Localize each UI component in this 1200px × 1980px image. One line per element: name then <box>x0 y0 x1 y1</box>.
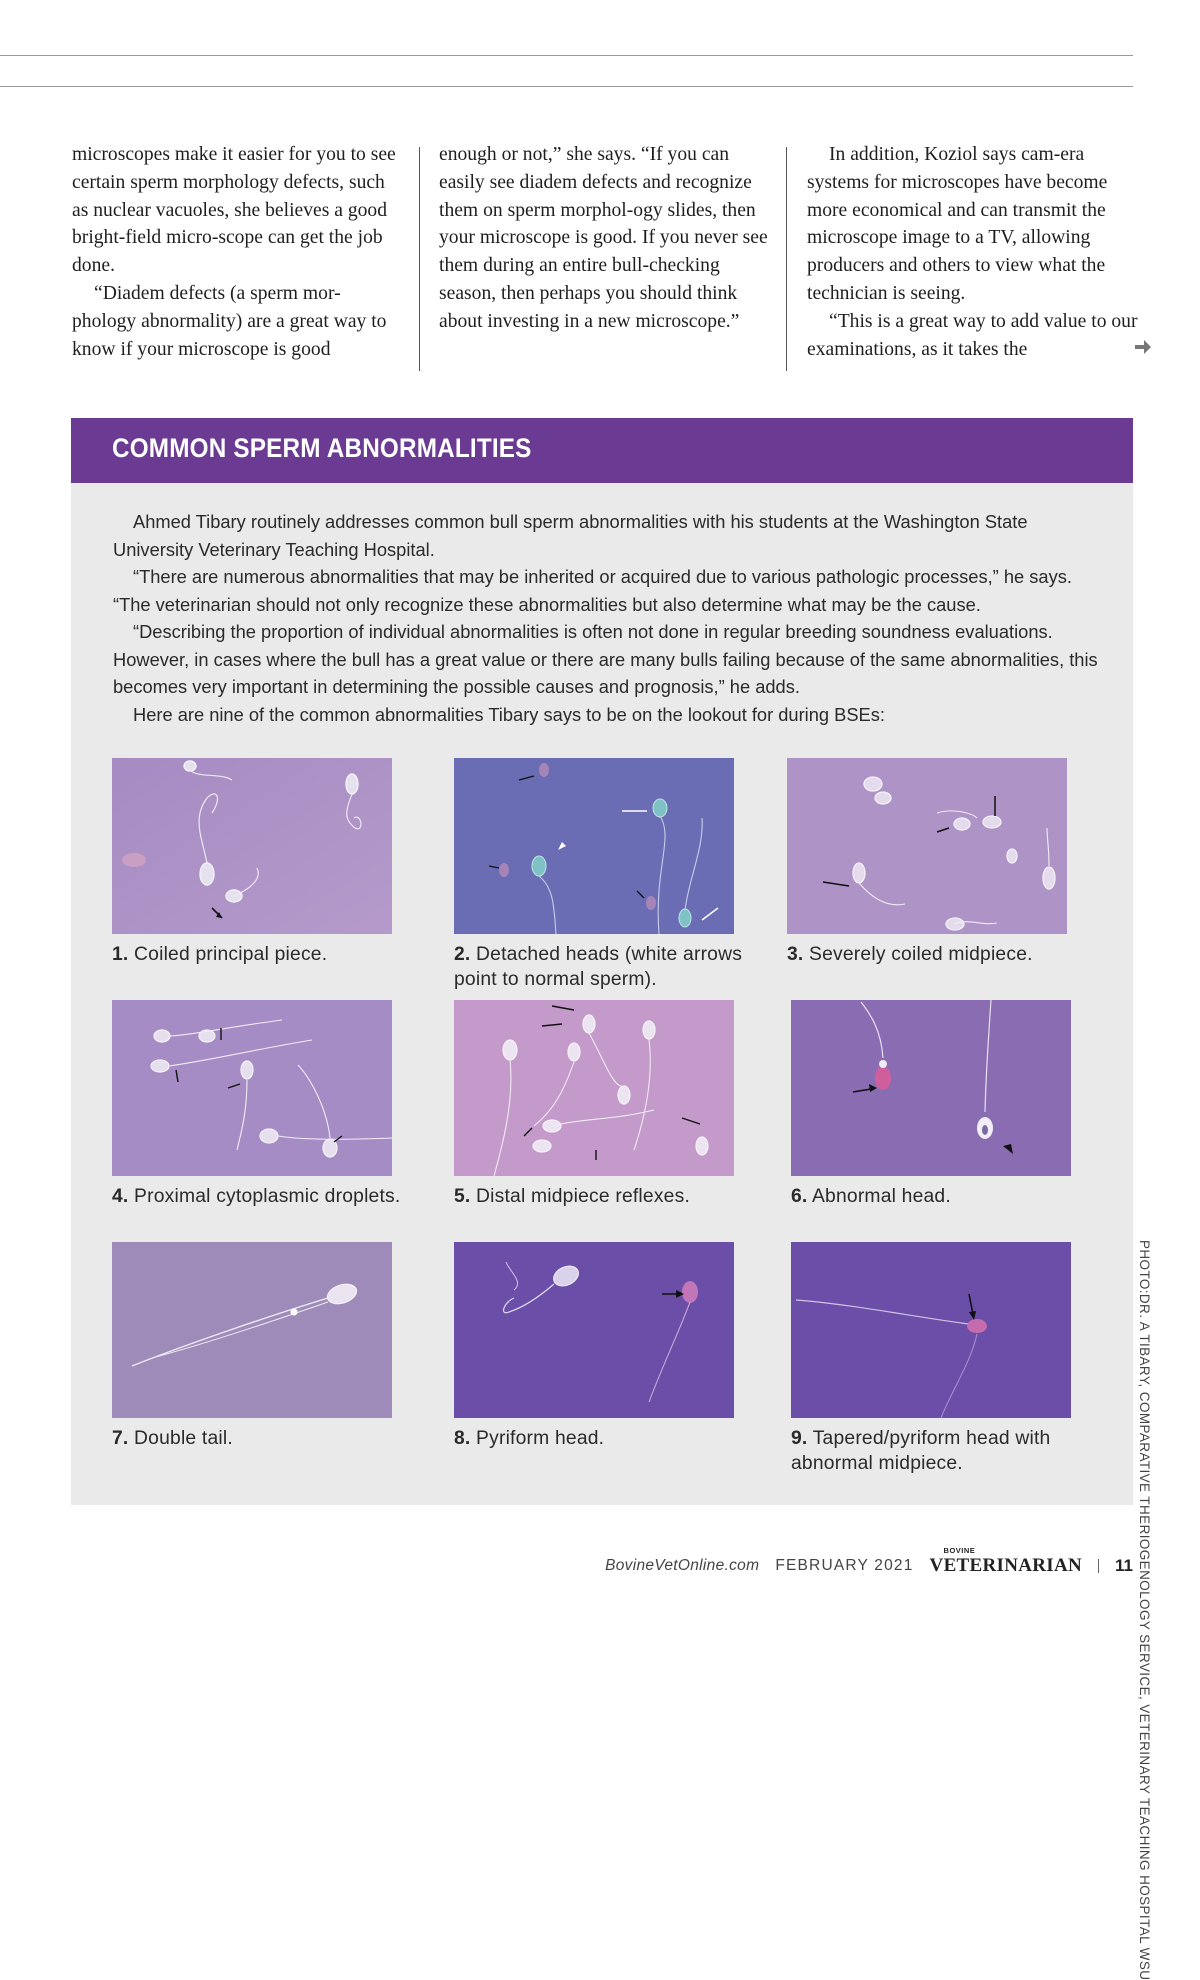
figure-number: 6. <box>791 1186 808 1207</box>
micrograph-pyriform-head <box>454 1242 734 1418</box>
page-footer <box>605 1546 1133 1577</box>
intro-paragraph: “Describing the proportion of individual abnormalities is often not done in regular breeding soundness evaluations. However, in cases where the bull has a great value or there are many bulls failing because of the same abnormalities, this becomes very important in determining the possible causes and prognosis,” he adds. <box>113 621 1098 697</box>
figure-caption <box>454 943 754 992</box>
article-paragraph: “Diadem defects (a sperm mor-phology abnormality) are a great way to know if your microscope is good <box>72 282 387 360</box>
micrograph-coiled-midpiece <box>787 758 1067 934</box>
top-rule <box>0 55 1133 56</box>
article-column-3 <box>807 141 1139 371</box>
figure-number: 8. <box>454 1428 471 1449</box>
figure-caption <box>791 1427 1091 1476</box>
column-divider <box>419 147 420 371</box>
article-paragraph: microscopes make it easier for you to see certain sperm morphology defects, such as nuclear vacuoles, she believes a good bright-field micro-scope can get the job done. <box>72 144 396 277</box>
figure-caption-text: Pyriform head. <box>476 1428 605 1449</box>
figure-caption-text: Detached heads (white arrows point to normal sperm). <box>454 944 743 990</box>
sidebar-intro <box>113 508 1108 728</box>
micrograph-double-tail <box>112 1242 392 1418</box>
article-paragraph: “This is a great way to add value to our examinations, as it takes the <box>807 310 1138 360</box>
sidebar-title: COMMON SPERM ABNORMALITIES <box>112 433 532 463</box>
article-column-1 <box>72 141 402 371</box>
figure-number: 7. <box>112 1428 129 1449</box>
intro-paragraph: “There are numerous abnormalities that may be inherited or acquired due to various pathologic processes,” he says. “The veterinarian should not only recognize these abnormalities but also determine what may be the cause. <box>113 566 1072 615</box>
magazine-logo <box>929 1546 1083 1577</box>
micrograph-detached-heads <box>454 758 734 934</box>
column-divider <box>786 147 787 371</box>
figure-caption <box>112 943 412 968</box>
figure-caption-text: Abnormal head. <box>811 1186 951 1207</box>
top-rule-2 <box>0 86 1133 87</box>
intro-paragraph: Ahmed Tibary routinely addresses common bull sperm abnormalities with his students at the Washington State University Veterinary Teaching Hospital. <box>113 511 1028 560</box>
figure-caption <box>791 1185 1091 1210</box>
figure-number: 3. <box>787 944 804 965</box>
figure-number: 2. <box>454 944 471 965</box>
figure-number: 1. <box>112 944 129 965</box>
figure-number: 9. <box>791 1428 808 1449</box>
logo-main-text: VETERINARIAN <box>929 1555 1083 1576</box>
figure-caption-text: Severely coiled midpiece. <box>809 944 1033 965</box>
micrograph-midpiece-reflexes <box>454 1000 734 1176</box>
micrograph-coiled-principal-piece <box>112 758 392 934</box>
logo-small-text: BOVINE <box>943 1546 976 1555</box>
figure-caption-text: Coiled principal piece. <box>134 944 328 965</box>
footer-divider <box>1098 1559 1099 1573</box>
micrograph-tapered-head <box>791 1242 1071 1418</box>
micrograph-cytoplasmic-droplets <box>112 1000 392 1176</box>
article-paragraph: In addition, Koziol says cam-era systems for microscopes have become more economical and can transmit the microscope image to a TV, allowing producers and others to view what the technician is seeing. <box>807 144 1108 304</box>
figure-caption <box>787 943 1087 968</box>
figure-number: 4. <box>112 1186 129 1207</box>
footer-date: FEBRUARY 2021 <box>775 1557 914 1574</box>
figure-number: 5. <box>454 1186 471 1207</box>
page-number: 11 <box>1115 1556 1133 1575</box>
intro-paragraph: Here are nine of the common abnormalities Tibary says to be on the lookout for during BSEs: <box>133 703 885 725</box>
photo-credit: PHOTO:DR. A TIBARY, COMPARATIVE THERIOGENOLOGY SERVICE, VETERINARY TEACHING HOSPITAL WSU <box>1137 1240 1152 1980</box>
figure-caption <box>454 1427 754 1452</box>
footer-website[interactable]: BovineVetOnline.com <box>605 1557 760 1574</box>
article-column-2 <box>439 141 769 371</box>
figure-caption <box>112 1185 412 1210</box>
figure-caption-text: Proximal cytoplasmic droplets. <box>134 1186 401 1207</box>
right-arrow-icon[interactable] <box>1133 337 1153 357</box>
micrograph-abnormal-head <box>791 1000 1071 1176</box>
article-paragraph: enough or not,” she says. “If you can easily see diadem defects and recognize them on sperm morphol-ogy slides, then your microscope is good. If you never see them during an entire bull-checking season, then perhaps you should think about investing in a new microscope.” <box>439 144 768 332</box>
article-columns <box>72 141 1138 371</box>
figure-caption <box>454 1185 754 1210</box>
figure-caption <box>112 1427 412 1452</box>
sidebar-header <box>71 418 1133 483</box>
figure-caption-text: Tapered/pyriform head with abnormal midpiece. <box>791 1428 1051 1474</box>
figure-caption-text: Distal midpiece reflexes. <box>476 1186 691 1207</box>
figure-caption-text: Double tail. <box>134 1428 233 1449</box>
